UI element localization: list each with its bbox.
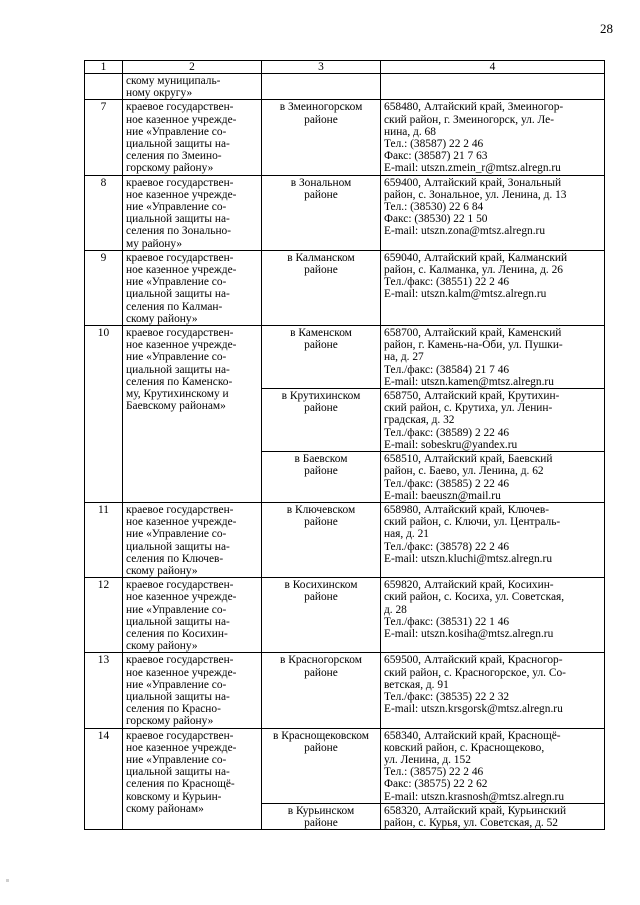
text-line: E-mail: utszn.kamen@mtsz.alregn.ru <box>384 375 554 388</box>
text-line: ский район, с. Ключи, ул. Централь- <box>384 516 561 529</box>
text-line: 658700, Алтайский край, Каменский <box>384 327 562 340</box>
text-line: 658510, Алтайский край, Баевский <box>384 453 553 466</box>
text-line: Тел.: (38587) 22 2 46 <box>384 138 484 151</box>
organization-cell <box>123 578 262 653</box>
table-row <box>85 100 605 175</box>
contacts-cell <box>381 728 605 803</box>
text-line: селения по Красно- <box>126 703 221 716</box>
text-line: ние «Управление со- <box>126 276 227 289</box>
text-line: в Косихинском <box>284 579 358 592</box>
row-number: 10 <box>85 326 123 503</box>
text-line: E-mail: utszn.kalm@mtsz.alregn.ru <box>384 288 547 301</box>
table-row <box>85 326 605 389</box>
text-line: район, с. Баево, ул. Ленина, д. 62 <box>384 465 544 478</box>
text-line: краевое государствен- <box>126 101 234 114</box>
organization-cell <box>123 175 262 250</box>
text-line: ное казенное учрежде- <box>126 264 237 277</box>
text-line: Факс: (38530) 22 1 50 <box>384 213 488 226</box>
text-line: 659500, Алтайский край, Красногор- <box>384 654 563 667</box>
contacts-cell <box>381 326 605 389</box>
text-line: ковский район, с. Краснощеково, <box>384 741 545 754</box>
text-line: районе <box>304 816 338 829</box>
district-cell <box>262 250 381 325</box>
text-line: Факс: (38575) 22 2 62 <box>384 778 488 791</box>
text-line: район, г. Камень-на-Оби, ул. Пушки- <box>384 339 563 352</box>
text-line: ное казенное учрежде- <box>126 339 237 352</box>
text-line: E-mail: utszn.kosiha@mtsz.alregn.ru <box>384 627 554 640</box>
text-line: Тел./факс: (38551) 22 2 46 <box>384 276 510 289</box>
text-line: селения по Змеино- <box>126 150 222 163</box>
text-line: градская, д. 32 <box>384 414 455 427</box>
text-line: 658480, Алтайский край, Змеиногор- <box>384 101 564 114</box>
organization-cell <box>123 100 262 175</box>
table-row <box>85 74 605 100</box>
contacts-cell <box>381 389 605 452</box>
text-line: ский район, г. Змеиногорск, ул. Ле- <box>384 113 555 126</box>
district-cell <box>262 175 381 250</box>
organization-cell <box>123 326 262 503</box>
district-cell <box>262 452 381 503</box>
text-line: ние «Управление со- <box>126 351 227 364</box>
text-line: селения по Каменско- <box>126 375 233 388</box>
text-line: в Курьинском <box>287 804 355 817</box>
text-line: 658980, Алтайский край, Ключев- <box>384 503 550 516</box>
table-row <box>85 578 605 653</box>
text-line: ние «Управление со- <box>126 528 227 541</box>
text-line: в Ключевском <box>286 503 356 516</box>
row-number <box>85 74 123 100</box>
text-line: районе <box>304 339 338 352</box>
text-line: циальной защиты на- <box>126 766 230 779</box>
text-line: нина, д. 68 <box>384 125 436 138</box>
text-line: район, с. Зональное, ул. Ленина, д. 13 <box>384 188 567 201</box>
text-line: ние «Управление со- <box>126 125 227 138</box>
text-line: циальной защиты на- <box>126 288 230 301</box>
text-line: Тел./факс: (38584) 21 7 46 <box>384 363 510 376</box>
text-line: E-mail: baeuszn@mail.ru <box>384 489 501 502</box>
text-line: горскому району» <box>126 162 214 175</box>
district-cell <box>262 803 381 829</box>
row-number: 8 <box>85 175 123 250</box>
text-line: Тел./факс: (38531) 22 1 46 <box>384 615 510 628</box>
text-line: краевое государствен- <box>126 327 234 340</box>
contacts-cell <box>381 502 605 577</box>
text-line: E-mail: utszn.krasnosh@mtsz.alregn.ru <box>384 790 565 803</box>
row-number: 13 <box>85 653 123 728</box>
text-line: 659400, Алтайский край, Зональный <box>384 176 562 189</box>
header-col-1: 1 <box>85 61 123 74</box>
text-line: ковскому и Курьин- <box>126 790 222 803</box>
text-line: районе <box>304 465 338 478</box>
text-line: Факс: (38587) 21 7 63 <box>384 150 488 163</box>
page-number: 28 <box>600 21 613 36</box>
row-number: 14 <box>85 728 123 830</box>
text-line: Баевскому районам» <box>126 400 226 413</box>
text-line: Тел./факс: (38589) 2 22 46 <box>384 426 510 439</box>
text-line: E-mail: utszn.zmein_r@mtsz.alregn.ru <box>384 162 561 175</box>
row-number: 7 <box>85 100 123 175</box>
row-number: 11 <box>85 502 123 577</box>
contacts-cell <box>381 452 605 503</box>
text-line: ние «Управление со- <box>126 201 227 214</box>
text-line: ние «Управление со- <box>126 678 227 691</box>
text-line: в Зональном <box>290 176 352 189</box>
text-line: E-mail: sobeskru@yandex.ru <box>384 438 518 451</box>
text-line: краевое государствен- <box>126 729 234 742</box>
text-line: скому районам» <box>126 802 204 815</box>
text-line: в Змеиногорском <box>279 101 363 114</box>
text-line: E-mail: utszn.zona@mtsz.alregn.ru <box>384 225 546 238</box>
text-line: циальной защиты на- <box>126 690 230 703</box>
text-line: в Калманском <box>287 251 355 264</box>
text-line: селения по Калман- <box>126 300 223 313</box>
table-body <box>85 74 605 830</box>
text-line: горскому району» <box>126 715 214 728</box>
text-line: циальной защиты на- <box>126 363 230 376</box>
text-line: краевое государствен- <box>126 654 234 667</box>
text-line: скому району» <box>126 564 198 577</box>
text-line: районе <box>304 188 338 201</box>
header-col-4: 4 <box>381 61 605 74</box>
text-line: краевое государствен- <box>126 503 234 516</box>
text-line: 658340, Алтайский край, Краснощё- <box>384 729 561 742</box>
organization-cell <box>123 728 262 830</box>
contacts-cell <box>381 578 605 653</box>
text-line: E-mail: utszn.kluchi@mtsz.alregn.ru <box>384 552 553 565</box>
text-line: 659820, Алтайский край, Косихин- <box>384 579 554 592</box>
table-header-row <box>85 61 605 74</box>
text-line: район, с. Калманка, ул. Ленина, д. 26 <box>384 264 563 277</box>
text-line: краевое государствен- <box>126 579 234 592</box>
text-line: районе <box>304 402 338 415</box>
text-line: циальной защиты на- <box>126 540 230 553</box>
text-line: ский район, с. Крутиха, ул. Ленин- <box>384 402 553 415</box>
text-line: селения по Ключев- <box>126 552 224 565</box>
organization-cell <box>123 502 262 577</box>
text-line: на, д. 27 <box>384 351 424 364</box>
text-line: ное казенное учрежде- <box>126 516 237 529</box>
contacts-cell <box>381 803 605 829</box>
organization-cell <box>123 250 262 325</box>
row-number: 9 <box>85 250 123 325</box>
row-number: 12 <box>85 578 123 653</box>
table-row <box>85 728 605 803</box>
text-line: д. 28 <box>384 603 407 616</box>
text-line: скому району» <box>126 312 198 325</box>
text-line: 659040, Алтайский край, Калманский <box>384 251 568 264</box>
text-line: районе <box>304 666 338 679</box>
text-line: районе <box>304 264 338 277</box>
text-line: циальной защиты на- <box>126 138 230 151</box>
offices-table <box>84 60 605 830</box>
text-line: циальной защиты на- <box>126 615 230 628</box>
contacts-cell <box>381 175 605 250</box>
text-line: краевое государствен- <box>126 176 234 189</box>
text-line: ул. Ленина, д. 152 <box>384 753 471 766</box>
text-line: му, Крутихинскому и <box>126 388 229 401</box>
text-line: му району» <box>126 237 183 250</box>
district-cell <box>262 326 381 389</box>
text-line: Тел./факс: (38585) 2 22 46 <box>384 477 510 490</box>
text-line: в Краснощековском <box>273 729 369 742</box>
text-line: в Крутихинском <box>281 390 361 403</box>
text-line: ное казенное учрежде- <box>126 741 237 754</box>
text-line: ная, д. 21 <box>384 528 429 541</box>
text-line: краевое государствен- <box>126 251 234 264</box>
text-line: Тел./факс: (38535) 22 2 32 <box>384 690 510 703</box>
text-line: скому муниципаль- <box>126 75 221 87</box>
organization-cell <box>123 74 262 100</box>
text-line: скому району» <box>126 640 198 653</box>
organization-cell <box>123 653 262 728</box>
text-line: район, с. Курья, ул. Советская, д. 52 <box>384 816 558 829</box>
text-line: районе <box>304 741 338 754</box>
table-row <box>85 250 605 325</box>
text-line: в Баевском <box>294 453 348 466</box>
text-line: районе <box>304 113 338 126</box>
district-cell <box>262 728 381 803</box>
header-col-2: 2 <box>123 61 262 74</box>
table-row <box>85 502 605 577</box>
district-cell <box>262 100 381 175</box>
text-line: ное казенное учрежде- <box>126 113 237 126</box>
text-line: районе <box>304 591 338 604</box>
text-line: в Каменском <box>290 327 352 340</box>
district-cell <box>262 578 381 653</box>
text-line: ние «Управление со- <box>126 753 227 766</box>
district-cell <box>262 74 381 100</box>
text-line: ветская, д. 91 <box>384 678 449 691</box>
text-line: Тел./факс: (38578) 22 2 46 <box>384 540 510 553</box>
district-cell <box>262 389 381 452</box>
table-row <box>85 175 605 250</box>
scan-mark <box>6 879 9 882</box>
text-line: ное казенное учрежде- <box>126 666 237 679</box>
text-line: селения по Косихин- <box>126 627 228 640</box>
text-line: циальной защиты на- <box>126 213 230 226</box>
contacts-cell <box>381 74 605 100</box>
contacts-cell <box>381 250 605 325</box>
text-line: ние «Управление со- <box>126 603 227 616</box>
text-line: 658750, Алтайский край, Крутихин- <box>384 390 560 403</box>
district-cell <box>262 653 381 728</box>
contacts-cell <box>381 100 605 175</box>
contacts-cell <box>381 653 605 728</box>
header-col-3: 3 <box>262 61 381 74</box>
text-line: E-mail: utszn.krsgorsk@mtsz.alregn.ru <box>384 703 563 716</box>
text-line: ному округу» <box>126 87 193 100</box>
text-line: Тел.: (38575) 22 2 46 <box>384 766 484 779</box>
text-line: ский район, с. Красногорское, ул. Со- <box>384 666 566 679</box>
text-line: 658320, Алтайский край, Курьинский <box>384 804 567 817</box>
text-line: ное казенное учрежде- <box>126 591 237 604</box>
table-row <box>85 653 605 728</box>
text-line: Тел.: (38530) 22 6 84 <box>384 201 484 214</box>
text-line: ное казенное учрежде- <box>126 188 237 201</box>
text-line: селения по Зонально- <box>126 225 232 238</box>
district-cell <box>262 502 381 577</box>
text-line: ский район, с. Косиха, ул. Советская, <box>384 591 565 604</box>
text-line: в Красногорском <box>280 654 362 667</box>
text-line: районе <box>304 516 338 529</box>
text-line: селения по Краснощё- <box>126 778 235 791</box>
